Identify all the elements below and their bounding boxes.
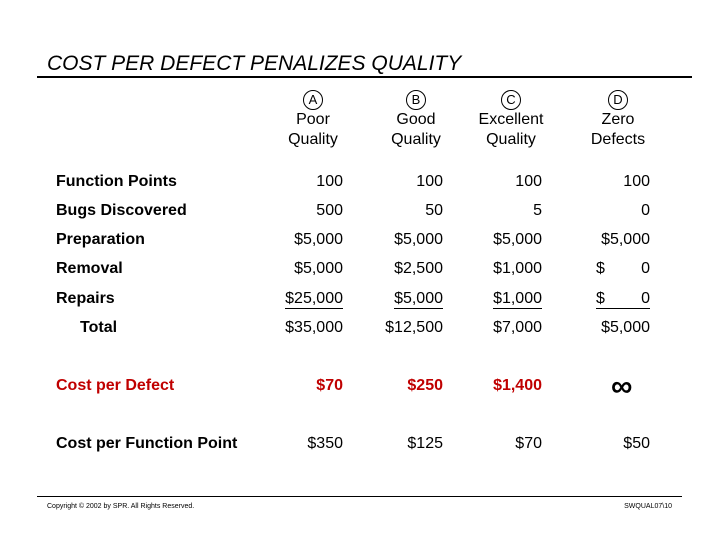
footer-divider [37, 496, 682, 497]
cell-repairs-b: $5,000 [394, 290, 443, 307]
cell-preparation-a: $5,000 [294, 231, 343, 248]
cell-removal-b: $2,500 [394, 260, 443, 277]
footer-slide-code: SWQUAL07\10 [624, 503, 672, 510]
cell-cost-per-fp-a: $350 [307, 435, 343, 452]
infinity-icon: ∞ [611, 370, 633, 403]
column-a-line1: Poor [296, 111, 330, 128]
cell-bugs-c: 5 [533, 202, 542, 219]
cell-cost-per-fp-b: $125 [407, 435, 443, 452]
row-label-cost-per-defect: Cost per Defect [56, 377, 175, 394]
row-label-cost-per-function-point: Cost per Function Point [56, 435, 238, 452]
cell-repairs-d-value: 0 [641, 290, 650, 307]
slide-title: COST PER DEFECT PENALIZES QUALITY [47, 52, 462, 75]
column-c-line2: Quality [486, 131, 536, 148]
column-header-c [456, 90, 566, 150]
badge-c: C [501, 90, 521, 110]
row-label-repairs: Repairs [56, 290, 115, 307]
cell-cost-per-defect-b: $250 [407, 377, 443, 394]
row-label-total: Total [80, 319, 118, 336]
cell-repairs-d-dollar: $ [596, 290, 605, 307]
badge-d: D [608, 90, 628, 110]
cell-total-b: $12,500 [385, 319, 443, 336]
cell-function-points-d: 100 [623, 173, 650, 190]
cell-preparation-b: $5,000 [394, 231, 443, 248]
cell-total-d: $5,000 [601, 319, 650, 336]
column-header-b [361, 90, 471, 150]
cell-function-points-c: 100 [515, 173, 542, 190]
row-label-removal: Removal [56, 260, 123, 277]
column-b-line1: Good [396, 111, 436, 128]
cell-function-points-a: 100 [316, 173, 343, 190]
row-label-preparation: Preparation [56, 231, 145, 248]
row-label-bugs: Bugs Discovered [56, 202, 187, 219]
cell-bugs-d: 0 [641, 202, 650, 219]
title-divider [37, 76, 692, 78]
column-header-d [563, 90, 673, 150]
column-c-line1: Excellent [478, 111, 544, 128]
column-header-a [258, 90, 368, 150]
cell-total-a: $35,000 [285, 319, 343, 336]
cell-preparation-c: $5,000 [493, 231, 542, 248]
cell-cost-per-defect-a: $70 [316, 377, 343, 394]
cell-preparation-d: $5,000 [601, 231, 650, 248]
footer-copyright: Copyright © 2002 by SPR. All Rights Reserved. [47, 503, 195, 510]
column-d-line1: Zero [601, 111, 635, 128]
column-d-line2: Defects [590, 131, 646, 148]
cell-cost-per-defect-c: $1,400 [493, 377, 542, 394]
badge-a: A [303, 90, 323, 110]
cell-removal-d-value: 0 [641, 260, 650, 277]
cell-repairs-a: $25,000 [285, 290, 343, 307]
cell-bugs-b: 50 [425, 202, 443, 219]
row-label-function-points: Function Points [56, 173, 177, 190]
cell-cost-per-fp-d: $50 [623, 435, 650, 452]
cell-cost-per-fp-c: $70 [515, 435, 542, 452]
cell-bugs-a: 500 [316, 202, 343, 219]
badge-b: B [406, 90, 426, 110]
cell-repairs-d [596, 290, 650, 309]
cell-removal-d [596, 260, 650, 278]
cell-function-points-b: 100 [416, 173, 443, 190]
cell-removal-a: $5,000 [294, 260, 343, 277]
column-b-line2: Quality [391, 131, 441, 148]
cell-removal-c: $1,000 [493, 260, 542, 277]
cell-removal-d-dollar: $ [596, 260, 605, 277]
cell-total-c: $7,000 [493, 319, 542, 336]
column-a-line2: Quality [288, 131, 338, 148]
cell-repairs-c: $1,000 [493, 290, 542, 307]
